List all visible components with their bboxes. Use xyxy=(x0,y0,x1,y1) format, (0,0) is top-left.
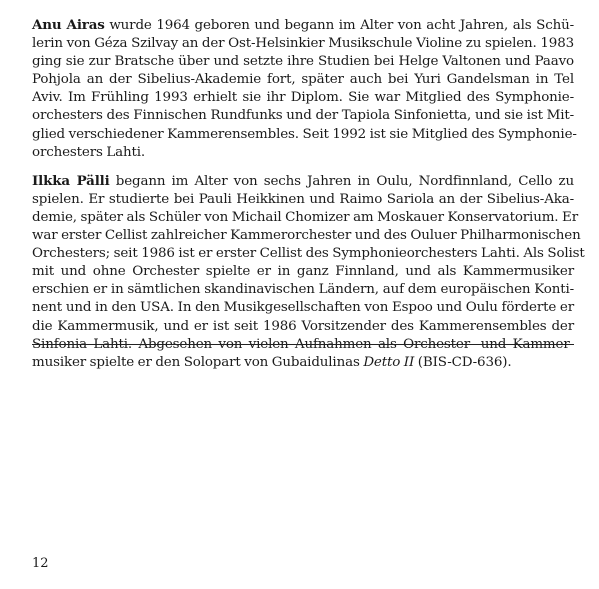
bio-paragraph-anu-airas xyxy=(32,16,577,162)
text-line: spielen. Er studierte bei Pauli Heikkinen und Raimo Sariola an der Sibelius-Aka- xyxy=(32,191,574,207)
page-number: 12 xyxy=(32,556,49,571)
text-line: nent und in den USA. In den Musikgesellschaften von Espoo und Oulu förderte er xyxy=(32,300,574,316)
text-line: Anu Airas wurde 1964 geboren und begann im Alter von acht Jahren, als Schü- xyxy=(32,17,574,33)
performer-name: Anu Airas xyxy=(32,17,105,33)
text-line: Pohjola an der Sibelius-Akademie fort, später auch bei Yuri Gandelsman in Tel xyxy=(32,72,574,88)
text-line: demie, später als Schüler von Michail Chomizer am Moskauer Konservatorium. Er xyxy=(32,209,578,225)
bio-paragraph-ilkka-palli xyxy=(32,172,585,372)
text-line: ging sie zur Bratsche über und setzte ihre Studien bei Helge Valtonen und Paavo xyxy=(32,54,574,70)
text-line: Ilkka Pälli begann im Alter von sechs Jahren in Oulu, Nordfinnland, Cello zu xyxy=(32,172,574,189)
text-line: erschien er in sämtlichen skandinavischen Ländern, auf dem europäischen Konti- xyxy=(32,282,574,298)
text-line: mit und ohne Orchester spielte er in ganz Finnland, und als Kammermusiker xyxy=(32,264,574,280)
text-line: musiker spielte er den Solopart von Gubaidulinas Detto II (BIS-CD-636). xyxy=(32,354,512,370)
biography-text xyxy=(32,16,585,372)
text-line: orchesters des Finnischen Rundfunks und der Tapiola Sinfonietta, und sie ist Mit- xyxy=(32,108,574,124)
text-line: lerin von Géza Szilvay an der Ost-Helsinkier Musikschule Violine zu spielen. 1983 xyxy=(32,36,574,52)
text-line: glied verschiedener Kammerensembles. Seit 1992 ist sie Mitglied des Symphonie- xyxy=(32,126,577,142)
work-title: Detto II xyxy=(363,354,415,370)
section-divider xyxy=(32,344,574,345)
performer-name: Ilkka Pälli xyxy=(32,172,110,189)
text-line: Sinfonia Lahti. Abgesehen von vielen Aufnahmen als Orchester- und Kammer- xyxy=(32,336,574,352)
text-line: Aviv. Im Frühling 1993 erhielt sie ihr Diplom. Sie war Mitglied des Symphonie- xyxy=(32,90,574,106)
text-line: war erster Cellist zahlreicher Kammerorchester und des Ouluer Philharmonischen xyxy=(32,228,581,244)
text-line: Orchesters; seit 1986 ist er erster Cellist des Symphonieorchesters Lahti. Als Solist xyxy=(32,246,585,262)
text-line: die Kammermusik, und er ist seit 1986 Vorsitzender des Kammerensembles der xyxy=(32,318,574,334)
text-line: orchesters Lahti. xyxy=(32,144,145,160)
